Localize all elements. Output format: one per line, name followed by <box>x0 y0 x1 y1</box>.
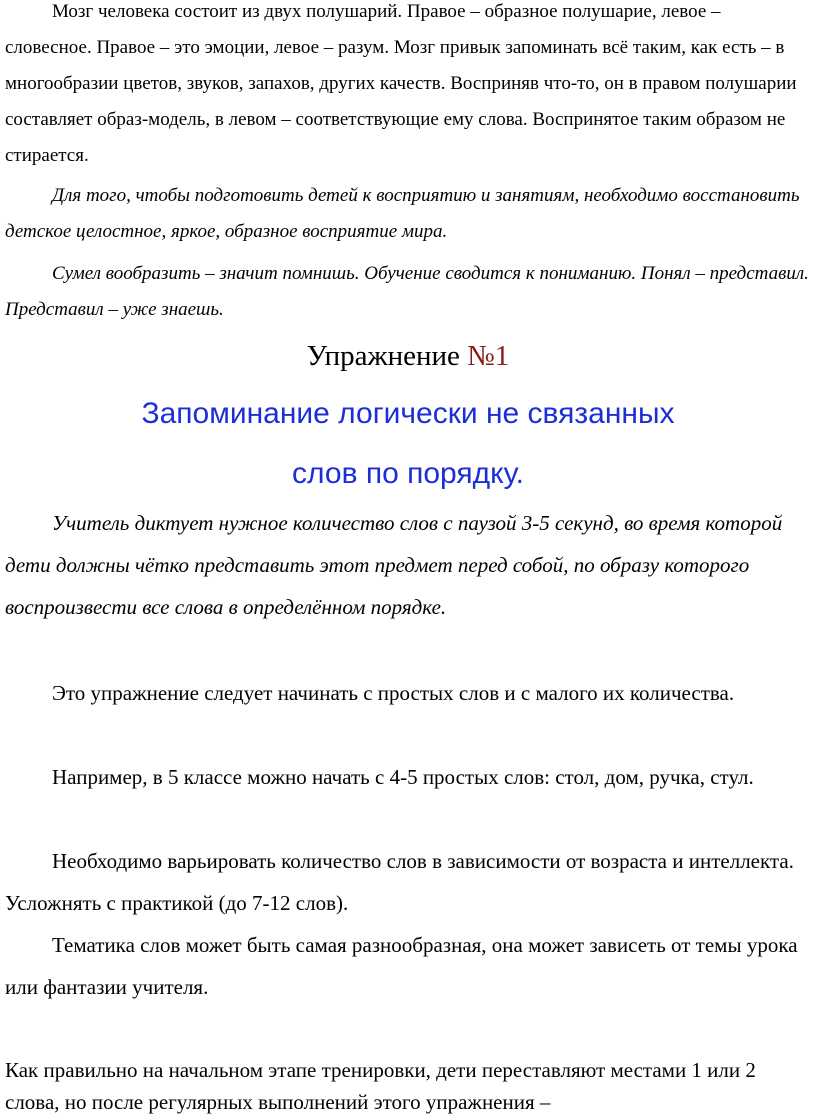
exercise-word: Упражнение <box>306 340 468 372</box>
italic-paragraph-2: Сумел вообразить – значит помнишь. Обучение сводится к пониманию. Понял – представил. Представил – уже знаешь. <box>5 263 809 320</box>
body-paragraph-4: Тематика слов может быть самая разнообразная, она может зависеть от темы урока или фантазии учителя. <box>5 933 798 999</box>
body-paragraph-5: Как правильно на начальном этапе тренировки, дети переставляют местами 1 или 2 слова, но после регулярных выполнений этого упражнения – <box>5 1058 756 1114</box>
instruction-paragraph: Учитель диктует нужное количество слов с паузой 3-5 секунд, во время которой дети должны чётко представить этот предмет перед собой, по образу которого воспроизвести все слова в определённом порядке. <box>5 511 783 619</box>
body-paragraph-3: Необходимо варьировать количество слов в зависимости от возраста и интеллекта. Усложнять с практикой (до 7-12 слов). <box>5 849 794 915</box>
body-paragraph-1: Это упражнение следует начинать с простых слов и с малого их количества. <box>52 681 735 705</box>
intro-paragraph: Мозг человека состоит из двух полушарий. Правое – образное полушарие, левое – словесное. Правое – это эмоции, левое – разум. Мозг привык запоминать всё таким, как есть – в многообразии цветов, звуков, запахов, других качеств. Восприняв что-то, он в правом полушарии составляет образ-модель, в левом – соответствующие ему слова. Воспринятое таким образом не стирается. <box>5 1 797 166</box>
body-paragraph-2: Например, в 5 классе можно начать с 4-5 простых слов: стол, дом, ручка, стул. <box>52 765 754 789</box>
exercise-subtitle-line-1: Запоминание логически не связанных <box>141 397 675 430</box>
exercise-subtitle-line-2: слов по порядку. <box>292 457 524 490</box>
exercise-heading <box>0 336 816 376</box>
exercise-number: №1 <box>467 340 510 372</box>
italic-paragraph-1: Для того, чтобы подготовить детей к восприятию и занятиям, необходимо восстановить детское целостное, яркое, образное восприятие мира. <box>5 185 800 242</box>
